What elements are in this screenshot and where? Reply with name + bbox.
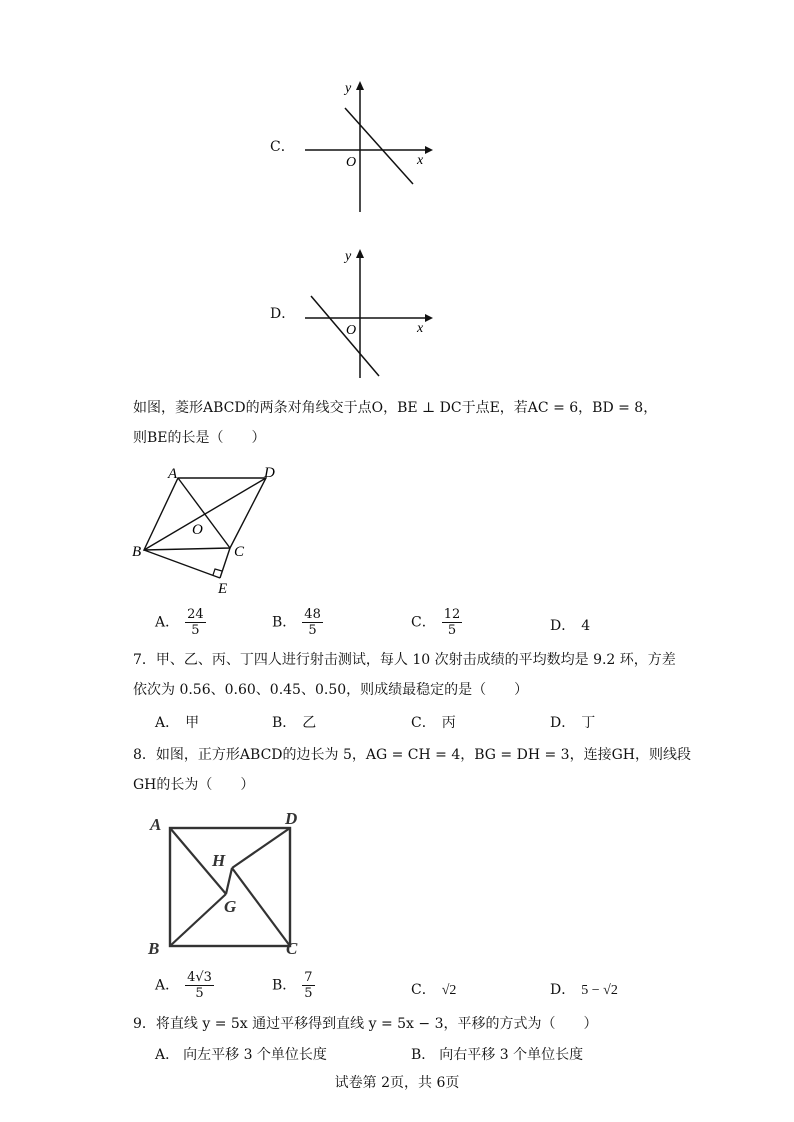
y-axis-label: y [345,249,352,264]
fraction: $\frac{48}{5}$ [304,607,321,638]
q7-option-d: D． 丁 [550,715,596,731]
label-a: A [168,466,178,482]
fraction: $\frac{12}{5}$ [443,607,461,638]
q7-option-b: B． 乙 [272,715,317,731]
label-h: H [212,851,226,870]
origin-label: O [346,155,357,170]
q8-option-d: D． 5 − √2 [550,982,618,998]
segment-dh [232,828,290,868]
x-axis-label: x [417,153,424,168]
label-d: D [285,809,298,828]
fraction: $\frac{7}{5}$ [304,970,313,1001]
q8-option-a: A． $\frac{4√3}{5}$ [155,970,212,1001]
q6-option-a: A． $\frac{24}{5}$ [155,607,204,638]
label-b: B [148,939,160,958]
q7-option-a: A． 甲 [155,715,200,731]
segment-ch [232,868,290,946]
y-axis-arrow [356,81,364,90]
q6-option-d: D． 4 [550,618,591,634]
q5-option-d-graph [295,246,435,384]
q6-line2: 则BE的长是（ ） [133,430,266,446]
q5-option-d-label: D． [270,306,296,322]
label-a: A [150,815,162,834]
segment-be [144,550,220,578]
q6-option-b: B． $\frac{48}{5}$ [272,607,321,638]
label-o: O [192,522,203,538]
y-axis-label: y [345,81,352,96]
graph-line [311,296,379,376]
q6-option-c: C． $\frac{12}{5}$ [411,607,461,638]
q8-line2: GH的长为（ ） [133,777,255,793]
q8-option-c: C． √2 [411,982,457,998]
q5-option-c-graph [295,78,435,218]
q9-line1: 9．将直线 y = 5x 通过平移得到直线 y = 5x − 3，平移的方式为（ ） [133,1016,598,1032]
graph-line [345,108,413,184]
origin-label: O [346,323,357,338]
q6-line1: 如图，菱形ABCD的两条对角线交于点O，BE ⊥ DC于点E，若AC = 6，BD = 8， [133,400,658,416]
diagonal-ac [178,478,230,548]
q8-square-figure [140,808,340,958]
label-e: E [218,581,228,597]
y-axis-arrow [356,249,364,258]
fraction: $\frac{4√3}{5}$ [187,970,212,1001]
q5-option-c-label: C． [270,139,295,155]
label-g: G [224,897,237,916]
q7-line2: 依次为 0.56、0.60、0.45、0.50，则成绩最稳定的是（ ） [133,682,529,698]
q7-line1: 7．甲、乙、丙、丁四人进行射击测试，每人 10 次射击成绩的平均数均是 9.2 环，方差 [133,652,676,668]
q7-option-c: C． 丙 [411,715,456,731]
x-axis-arrow [425,314,433,322]
q8-option-b: B． $\frac{7}{5}$ [272,970,313,1001]
segment-bg [170,894,226,946]
label-b: B [132,544,142,560]
q9-option-b: B． 向右平移 3 个单位长度 [411,1047,584,1063]
extension-ce [220,548,230,578]
fraction: $\frac{24}{5}$ [187,607,204,638]
q9-option-a: A． 向左平移 3 个单位长度 [155,1047,327,1063]
page-footer: 试卷第 2页，共 6页 [334,1075,460,1091]
label-c: C [234,544,245,560]
label-d: D [264,465,275,481]
x-axis-label: x [417,321,424,336]
q6-rhombus-figure [130,462,290,597]
q8-line1: 8．如图，正方形ABCD的边长为 5，AG = CH = 4，BG = DH = 3，连接GH，则线段 [133,747,691,763]
label-c: C [286,939,298,958]
x-axis-arrow [425,146,433,154]
segment-gh [226,868,232,894]
